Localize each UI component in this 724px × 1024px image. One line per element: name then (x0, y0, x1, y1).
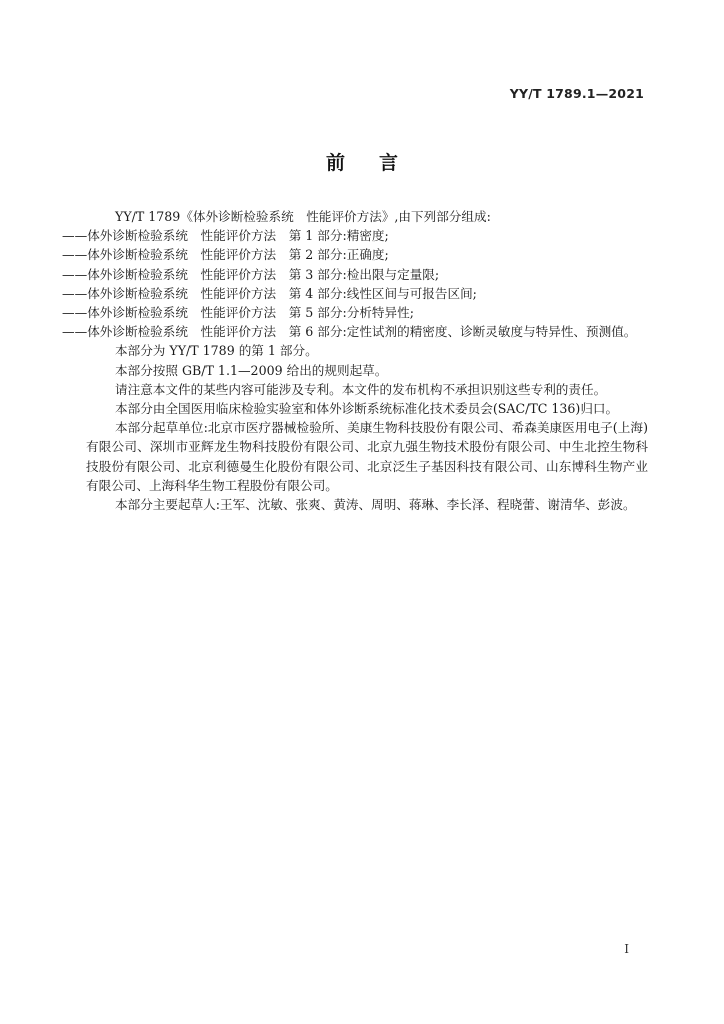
drafting-units-paragraph: 本部分起草单位:北京市医疗器械检验所、美康生物科技股份有限公司、希森美康医用电子(上海)有限公司、深圳市亚辉龙生物科技股份有限公司、北京九强生物技术股份有限公司、中生北控生物科技股份有限公司、北京利德曼生化股份有限公司、北京泛生子基因科技有限公司、山东博科生物产业有限公司、上海科华生物工程股份有限公司。 (86, 420, 648, 493)
intro-paragraph: YY/T 1789《体外诊断检验系统 性能评价方法》,由下列部分组成: (115, 209, 491, 224)
drafters-paragraph: 本部分主要起草人:王军、沈敏、张爽、黄涛、周明、蒋琳、李长泽、程晓蕾、谢清华、彭波。 (115, 497, 636, 513)
foreword-body (62, 207, 648, 514)
series-item-6: ——体外诊断检验系统 性能评价方法 第 6 部分:定性试剂的精密度、诊断灵敏度与特异性、预测值。 (62, 324, 637, 340)
series-item-1: ——体外诊断检验系统 性能评价方法 第 1 部分:精密度; (62, 228, 389, 244)
series-item-4: ——体外诊断检验系统 性能评价方法 第 4 部分:线性区间与可报告区间; (62, 285, 477, 301)
series-item-2: ——体外诊断检验系统 性能评价方法 第 2 部分:正确度; (62, 247, 389, 263)
part-statement-paragraph: 本部分为 YY/T 1789 的第 1 部分。 (115, 343, 318, 359)
document-code: YY/T 1789.1—2021 (509, 86, 644, 101)
committee-paragraph: 本部分由全国医用临床检验实验室和体外诊断系统标准化技术委员会(SAC/TC 136)归口。 (115, 401, 619, 417)
drafting-rules-paragraph: 本部分按照 GB/T 1.1—2009 给出的规则起草。 (115, 362, 388, 378)
page-title: 前言 (325, 152, 432, 174)
page-number: I (624, 942, 629, 956)
series-item-5: ——体外诊断检验系统 性能评价方法 第 5 部分:分析特异性; (62, 305, 414, 321)
series-item-3: ——体外诊断检验系统 性能评价方法 第 3 部分:检出限与定量限; (62, 266, 440, 282)
patent-notice-paragraph: 请注意本文件的某些内容可能涉及专利。本文件的发布机构不承担识别这些专利的责任。 (115, 381, 607, 397)
